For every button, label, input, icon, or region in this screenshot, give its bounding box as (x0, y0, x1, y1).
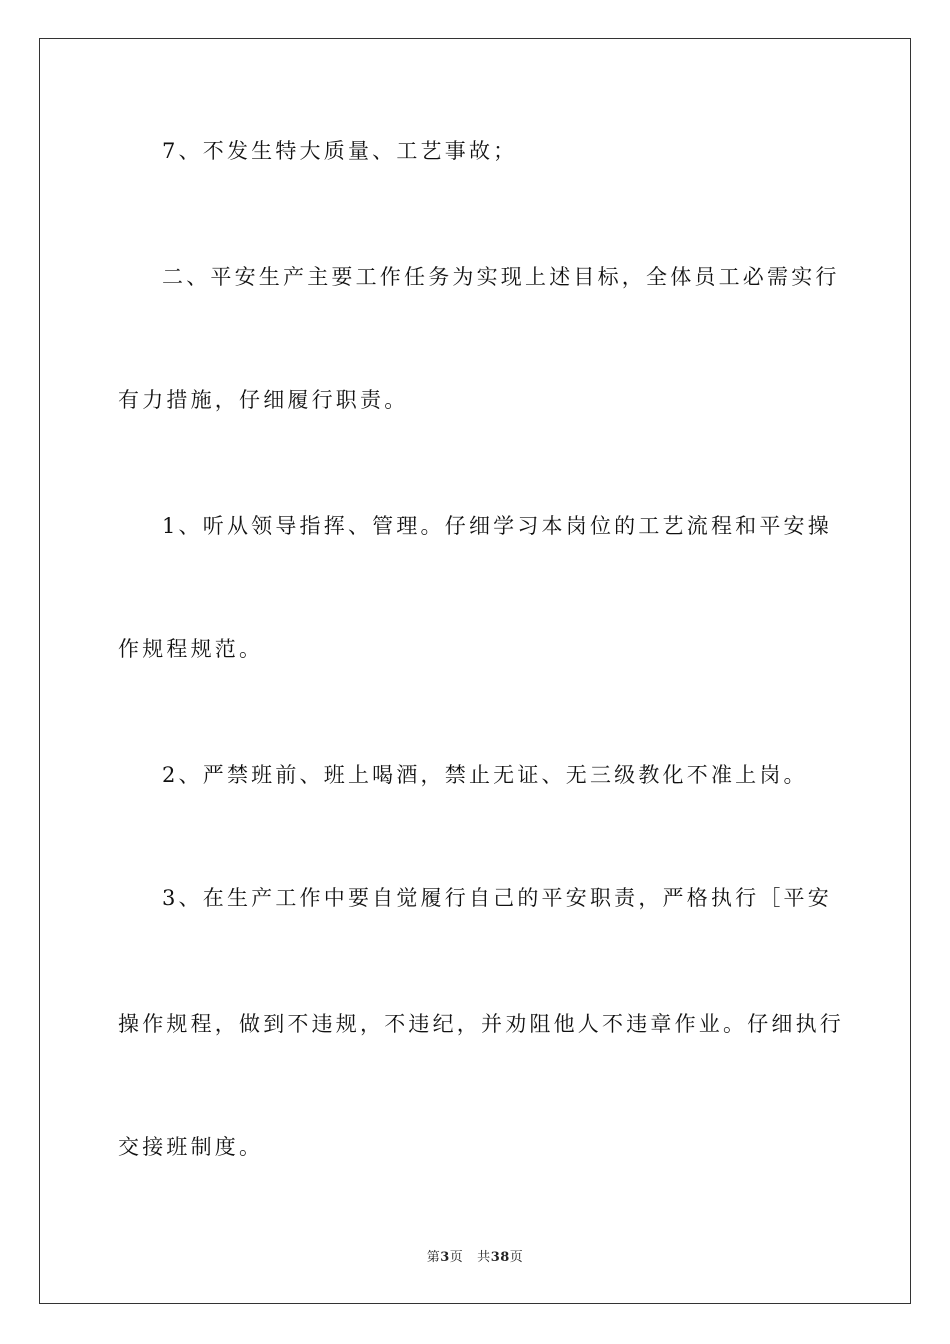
paragraph-line-2: 二、平安生产主要工作任务为实现上述目标，全体员工必需实行 (162, 265, 840, 289)
paragraph-line-5: 作规程规范。 (118, 637, 264, 661)
footer-total-prefix: 共 (477, 1250, 491, 1265)
current-page-number: 3 (440, 1250, 450, 1265)
paragraph-line-1: 7、不发生特大质量、工艺事故； (162, 139, 518, 163)
paragraph-line-9: 交接班制度。 (118, 1135, 264, 1159)
total-pages-number: 38 (490, 1250, 510, 1265)
paragraph-line-6: 2、严禁班前、班上喝酒，禁止无证、无三级教化不准上岗。 (162, 763, 808, 787)
paragraph-line-7: 3、在生产工作中要自觉履行自己的平安职责，严格执行［平安 (162, 886, 832, 910)
footer-page-unit: 页 (449, 1250, 464, 1265)
footer-total-unit: 页 (509, 1250, 524, 1265)
paragraph-line-8: 操作规程，做到不违规，不违纪，并劝阻他人不违章作业。仔细执行 (118, 1012, 844, 1036)
paragraph-line-4: 1、听从领导指挥、管理。仔细学习本岗位的工艺流程和平安操 (162, 514, 832, 538)
page-border (39, 38, 911, 1304)
paragraph-line-3: 有力措施，仔细履行职责。 (118, 388, 409, 412)
page-footer (0, 1246, 950, 1265)
footer-prefix: 第 (426, 1250, 441, 1265)
